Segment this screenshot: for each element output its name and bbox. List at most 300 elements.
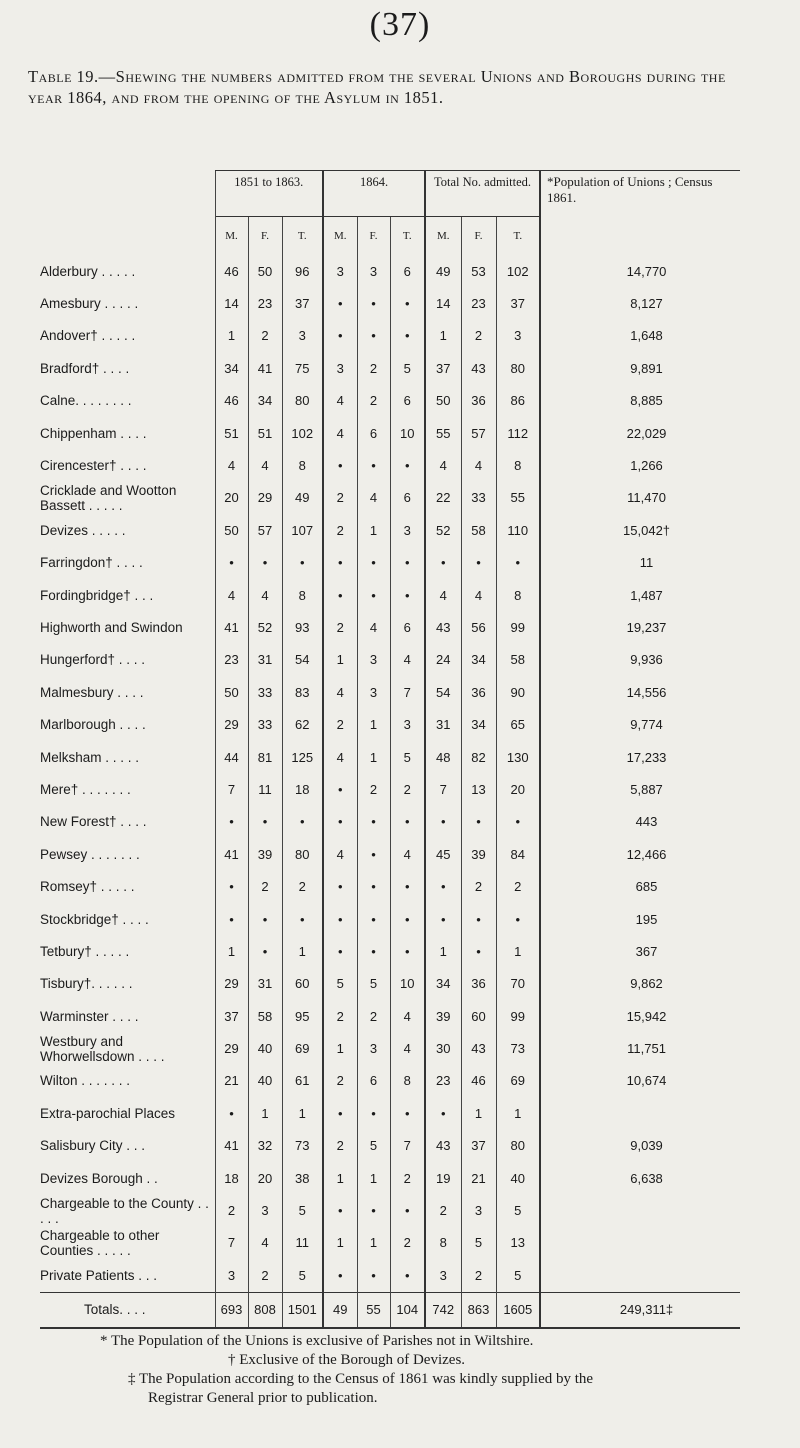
cell-value: 6	[357, 1065, 390, 1097]
cell-value: 80	[496, 352, 540, 384]
cell-value: 95	[282, 1000, 323, 1032]
cell-value: 3	[248, 1194, 282, 1226]
cell-value: 13	[461, 773, 496, 805]
cell-value: 1	[357, 1227, 390, 1259]
population-value: 19,237	[540, 611, 740, 643]
cell-value: •	[215, 1097, 248, 1129]
table-row	[40, 1097, 740, 1129]
cell-value: 58	[461, 514, 496, 546]
cell-value: 6	[390, 482, 425, 514]
cell-value: 31	[248, 644, 282, 676]
cell-value: 69	[282, 1032, 323, 1064]
cell-value: 14	[215, 287, 248, 319]
cell-value: 29	[215, 1032, 248, 1064]
header-blank	[40, 171, 215, 256]
cell-value: 19	[425, 1162, 461, 1194]
row-label: Hungerford† . . . .	[40, 652, 146, 668]
cell-value: 8	[282, 449, 323, 481]
cell-value: 3	[425, 1259, 461, 1292]
population-value: 1,487	[540, 579, 740, 611]
cell-value: 2	[282, 870, 323, 902]
cell-value: 57	[248, 514, 282, 546]
row-label: Chippenham . . . .	[40, 425, 147, 441]
row-label: Alderbury . . . . .	[40, 263, 136, 279]
cell-value: 53	[461, 255, 496, 287]
population-value	[540, 1227, 740, 1259]
cell-value: 11	[282, 1227, 323, 1259]
row-label: Highworth and Swindon	[40, 619, 183, 635]
cell-value: 18	[215, 1162, 248, 1194]
cell-value: 37	[215, 1000, 248, 1032]
cell-value: •	[390, 449, 425, 481]
cell-value: 1	[282, 935, 323, 967]
cell-value: •	[390, 287, 425, 319]
table-row	[40, 773, 740, 805]
cell-value: •	[323, 449, 357, 481]
cell-value: •	[357, 1194, 390, 1226]
population-value: 15,042†	[540, 514, 740, 546]
cell-value: 6	[390, 385, 425, 417]
header-f: F.	[461, 217, 496, 256]
cell-value: 46	[461, 1065, 496, 1097]
cell-value: 55	[357, 1292, 390, 1328]
population-value: 685	[540, 870, 740, 902]
population-value: 8,885	[540, 385, 740, 417]
cell-value: 52	[248, 611, 282, 643]
cell-value: 18	[282, 773, 323, 805]
cell-value: 2	[425, 1194, 461, 1226]
cell-value: 34	[461, 644, 496, 676]
cell-value: 23	[248, 287, 282, 319]
cell-value: 2	[323, 1000, 357, 1032]
cell-value: •	[215, 903, 248, 935]
table-row	[40, 903, 740, 935]
table-row	[40, 676, 740, 708]
cell-value: 7	[390, 1130, 425, 1162]
row-label: Stockbridge† . . . .	[40, 911, 149, 927]
cell-value: 33	[248, 676, 282, 708]
cell-value: •	[215, 547, 248, 579]
cell-value: 44	[215, 741, 248, 773]
table-row	[40, 644, 740, 676]
cell-value: 4	[390, 644, 425, 676]
cell-value: 36	[461, 676, 496, 708]
row-label: Private Patients . . .	[40, 1267, 158, 1283]
cell-value: •	[323, 935, 357, 967]
cell-value: 8	[390, 1065, 425, 1097]
row-label: Pewsey . . . . . . .	[40, 846, 140, 862]
population-value: 9,891	[540, 352, 740, 384]
row-label: Amesbury . . . . .	[40, 296, 139, 312]
header-m: M.	[215, 217, 248, 256]
cell-value: 4	[461, 449, 496, 481]
cell-value: 2	[323, 1065, 357, 1097]
cell-value: 4	[323, 838, 357, 870]
footnote-population: * The Population of the Unions is exclusive of Parishes not in Wiltshire.	[100, 1333, 534, 1349]
cell-value: 40	[496, 1162, 540, 1194]
cell-value: •	[357, 579, 390, 611]
table-row	[40, 870, 740, 902]
population-value: 12,466	[540, 838, 740, 870]
cell-value: 50	[215, 514, 248, 546]
table-row	[40, 1032, 740, 1064]
cell-value: 43	[425, 611, 461, 643]
header-t: T.	[282, 217, 323, 256]
cell-value: 82	[461, 741, 496, 773]
table-row	[40, 838, 740, 870]
cell-value: 112	[496, 417, 540, 449]
cell-value: •	[390, 1259, 425, 1292]
cell-value: 30	[425, 1032, 461, 1064]
cell-value: •	[390, 547, 425, 579]
cell-value: 80	[496, 1130, 540, 1162]
cell-value: 31	[425, 708, 461, 740]
cell-value: 2	[357, 352, 390, 384]
cell-value: 99	[496, 611, 540, 643]
row-label: Cirencester† . . . .	[40, 458, 147, 474]
cell-value: 4	[390, 1032, 425, 1064]
header-m: M.	[425, 217, 461, 256]
population-value: 9,774	[540, 708, 740, 740]
population-value: 11,470	[540, 482, 740, 514]
cell-value: •	[215, 870, 248, 902]
cell-value: •	[461, 806, 496, 838]
cell-value: 62	[282, 708, 323, 740]
footnote-devizes: † Exclusive of the Borough of Devizes.	[228, 1352, 466, 1368]
cell-value: •	[496, 903, 540, 935]
row-label: Tetbury† . . . . .	[40, 943, 130, 959]
cell-value: •	[390, 1097, 425, 1129]
cell-value: •	[215, 806, 248, 838]
cell-value: 36	[461, 385, 496, 417]
row-label: Farringdon† . . . .	[40, 555, 143, 571]
cell-value: 6	[390, 255, 425, 287]
cell-value: 43	[461, 352, 496, 384]
table-row	[40, 352, 740, 384]
population-value: 14,556	[540, 676, 740, 708]
cell-value: 1	[357, 741, 390, 773]
cell-value: 4	[323, 385, 357, 417]
cell-value: 37	[425, 352, 461, 384]
header-row-groups	[40, 171, 740, 217]
cell-value: 4	[215, 449, 248, 481]
table-row	[40, 1065, 740, 1097]
row-label: Chargeable to other Counties . . . . .	[40, 1227, 160, 1258]
cell-value: 7	[215, 1227, 248, 1259]
population-value: 6,638	[540, 1162, 740, 1194]
cell-value: •	[390, 935, 425, 967]
cell-value: 1	[357, 1162, 390, 1194]
cell-value: 863	[461, 1292, 496, 1328]
cell-value: 1	[425, 320, 461, 352]
cell-value: •	[248, 935, 282, 967]
table-row	[40, 806, 740, 838]
cell-value: 2	[248, 870, 282, 902]
cell-value: 29	[215, 968, 248, 1000]
cell-value: 2	[390, 1162, 425, 1194]
cell-value: 102	[496, 255, 540, 287]
cell-value: 33	[248, 708, 282, 740]
cell-value: 75	[282, 352, 323, 384]
cell-value: 7	[425, 773, 461, 805]
cell-value: 3	[461, 1194, 496, 1226]
cell-value: •	[390, 579, 425, 611]
cell-value: 1	[496, 1097, 540, 1129]
cell-value: •	[323, 287, 357, 319]
population-value: 15,942	[540, 1000, 740, 1032]
cell-value: •	[323, 903, 357, 935]
cell-value: 4	[357, 482, 390, 514]
cell-value: 102	[282, 417, 323, 449]
cell-value: 4	[461, 579, 496, 611]
cell-value: 49	[323, 1292, 357, 1328]
cell-value: 5	[282, 1194, 323, 1226]
cell-value: 742	[425, 1292, 461, 1328]
cell-value: •	[248, 806, 282, 838]
cell-value: •	[282, 806, 323, 838]
population-value: 249,311‡	[540, 1292, 740, 1328]
cell-value: 99	[496, 1000, 540, 1032]
cell-value: 2	[323, 708, 357, 740]
cell-value: 34	[215, 352, 248, 384]
table-row	[40, 385, 740, 417]
table-row	[40, 708, 740, 740]
title-text: Shewing the numbers admitted from the several Unions and Boroughs during the year 1864, and from the opening of the Asylum in 1851.	[28, 67, 726, 107]
cell-value: 2	[323, 514, 357, 546]
cell-value: 1	[323, 1032, 357, 1064]
table-row	[40, 482, 740, 514]
cell-value: 34	[248, 385, 282, 417]
population-value: 10,674	[540, 1065, 740, 1097]
row-label: Westbury and Whorwellsdown . . . .	[40, 1033, 165, 1064]
population-value: 9,039	[540, 1130, 740, 1162]
row-label: Salisbury City . . .	[40, 1138, 146, 1154]
header-f: F.	[248, 217, 282, 256]
cell-value: 2	[357, 1000, 390, 1032]
row-label: Malmesbury . . . .	[40, 684, 144, 700]
cell-value: 3	[390, 514, 425, 546]
cell-value: 50	[248, 255, 282, 287]
cell-value: •	[425, 870, 461, 902]
cell-value: •	[323, 870, 357, 902]
cell-value: 20	[248, 1162, 282, 1194]
cell-value: 6	[357, 417, 390, 449]
population-value: 11,751	[540, 1032, 740, 1064]
cell-value: 3	[323, 352, 357, 384]
cell-value: •	[323, 1194, 357, 1226]
cell-value: 90	[496, 676, 540, 708]
cell-value: 7	[215, 773, 248, 805]
cell-value: 4	[425, 449, 461, 481]
cell-value: 43	[461, 1032, 496, 1064]
cell-value: 5	[357, 1130, 390, 1162]
cell-value: 1	[425, 935, 461, 967]
cell-value: •	[323, 806, 357, 838]
cell-value: 50	[215, 676, 248, 708]
cell-value: 48	[425, 741, 461, 773]
cell-value: 2	[461, 870, 496, 902]
cell-value: 2	[248, 320, 282, 352]
cell-value: 107	[282, 514, 323, 546]
table-body	[40, 255, 740, 1328]
cell-value: 43	[425, 1130, 461, 1162]
cell-value: 80	[282, 385, 323, 417]
row-label: Calne. . . . . . . .	[40, 393, 132, 409]
cell-value: 3	[357, 676, 390, 708]
cell-value: 1	[248, 1097, 282, 1129]
cell-value: 84	[496, 838, 540, 870]
row-label: Melksham . . . . .	[40, 749, 140, 765]
cell-value: 5	[323, 968, 357, 1000]
cell-value: 2	[323, 611, 357, 643]
cell-value: 36	[461, 968, 496, 1000]
cell-value: 45	[425, 838, 461, 870]
cell-value: 55	[425, 417, 461, 449]
cell-value: 20	[215, 482, 248, 514]
cell-value: •	[390, 870, 425, 902]
cell-value: 1	[323, 644, 357, 676]
cell-value: 1	[357, 708, 390, 740]
row-label: New Forest† . . . .	[40, 814, 147, 830]
footnote-census: ‡ The Population according to the Census of 1861 was kindly supplied by the	[128, 1371, 594, 1387]
cell-value: 41	[248, 352, 282, 384]
table-row	[40, 287, 740, 319]
table-row	[40, 611, 740, 643]
cell-value: •	[323, 1097, 357, 1129]
cell-value: 46	[215, 255, 248, 287]
cell-value: •	[461, 903, 496, 935]
cell-value: 104	[390, 1292, 425, 1328]
cell-value: 4	[357, 611, 390, 643]
cell-value: 23	[215, 644, 248, 676]
population-value: 22,029	[540, 417, 740, 449]
cell-value: •	[248, 903, 282, 935]
cell-value: 4	[425, 579, 461, 611]
cell-value: 38	[282, 1162, 323, 1194]
title-prefix: Table 19.—	[28, 67, 116, 86]
cell-value: •	[496, 806, 540, 838]
cell-value: •	[425, 806, 461, 838]
cell-value: •	[357, 806, 390, 838]
row-label: Chargeable to the County . . . . .	[40, 1195, 209, 1226]
table-row	[40, 1194, 740, 1226]
cell-value: 4	[248, 579, 282, 611]
cell-value: 3	[357, 1032, 390, 1064]
row-label: Tisbury†. . . . . .	[40, 976, 133, 992]
table-row	[40, 514, 740, 546]
row-label: Marlborough . . . .	[40, 717, 146, 733]
table-row	[40, 1000, 740, 1032]
cell-value: •	[357, 547, 390, 579]
row-label: Bradford† . . . .	[40, 360, 130, 376]
cell-value: 3	[390, 708, 425, 740]
population-value: 17,233	[540, 741, 740, 773]
footnote-census-cont: Registrar General prior to publication.	[148, 1390, 378, 1406]
cell-value: 2	[323, 482, 357, 514]
population-value	[540, 1259, 740, 1292]
cell-value: 37	[461, 1130, 496, 1162]
cell-value: •	[357, 287, 390, 319]
cell-value: 86	[496, 385, 540, 417]
row-label: Devizes Borough . .	[40, 1170, 158, 1186]
cell-value: •	[357, 838, 390, 870]
cell-value: 14	[425, 287, 461, 319]
row-label: Cricklade and Wootton Bassett . . . . .	[40, 482, 177, 513]
row-label: Wilton . . . . . . .	[40, 1073, 131, 1089]
cell-value: 3	[323, 255, 357, 287]
cell-value: 70	[496, 968, 540, 1000]
population-value: 195	[540, 903, 740, 935]
cell-value: •	[323, 547, 357, 579]
cell-value: 29	[215, 708, 248, 740]
cell-value: 6	[390, 611, 425, 643]
cell-value: 8	[425, 1227, 461, 1259]
table-row	[40, 320, 740, 352]
cell-value: 10	[390, 417, 425, 449]
cell-value: •	[461, 935, 496, 967]
population-value: 367	[540, 935, 740, 967]
cell-value: •	[323, 1259, 357, 1292]
cell-value: 3	[282, 320, 323, 352]
cell-value: •	[496, 547, 540, 579]
cell-value: •	[425, 1097, 461, 1129]
cell-value: •	[425, 903, 461, 935]
cell-value: 21	[215, 1065, 248, 1097]
row-label: Totals. . . .	[40, 1292, 215, 1328]
cell-value: 8	[282, 579, 323, 611]
row-label: Devizes . . . . .	[40, 522, 126, 538]
cell-value: 1	[282, 1097, 323, 1129]
cell-value: 41	[215, 838, 248, 870]
cell-value: 23	[425, 1065, 461, 1097]
cell-value: 2	[248, 1259, 282, 1292]
cell-value: 24	[425, 644, 461, 676]
cell-value: 5	[496, 1194, 540, 1226]
cell-value: 22	[425, 482, 461, 514]
row-label: Extra-parochial Places	[40, 1105, 176, 1121]
table-row	[40, 935, 740, 967]
header-f: F.	[357, 217, 390, 256]
cell-value: 808	[248, 1292, 282, 1328]
cell-value: 4	[390, 1000, 425, 1032]
table-row	[40, 1259, 740, 1292]
cell-value: 39	[461, 838, 496, 870]
cell-value: 51	[248, 417, 282, 449]
cell-value: 39	[425, 1000, 461, 1032]
cell-value: •	[323, 579, 357, 611]
cell-value: 54	[425, 676, 461, 708]
cell-value: 80	[282, 838, 323, 870]
cell-value: 96	[282, 255, 323, 287]
cell-value: 1	[215, 935, 248, 967]
row-label: Romsey† . . . . .	[40, 879, 135, 895]
cell-value: 46	[215, 385, 248, 417]
header-1851-1863: 1851 to 1863.	[215, 171, 323, 217]
cell-value: 65	[496, 708, 540, 740]
cell-value: 73	[496, 1032, 540, 1064]
cell-value: 1	[461, 1097, 496, 1129]
cell-value: •	[323, 320, 357, 352]
row-label: Andover† . . . . .	[40, 328, 136, 344]
footnotes	[40, 1332, 760, 1408]
cell-value: 4	[248, 1227, 282, 1259]
cell-value: •	[357, 1097, 390, 1129]
cell-value: •	[248, 547, 282, 579]
cell-value: 2	[461, 1259, 496, 1292]
cell-value: •	[390, 1194, 425, 1226]
cell-value: 49	[425, 255, 461, 287]
cell-value: •	[357, 935, 390, 967]
